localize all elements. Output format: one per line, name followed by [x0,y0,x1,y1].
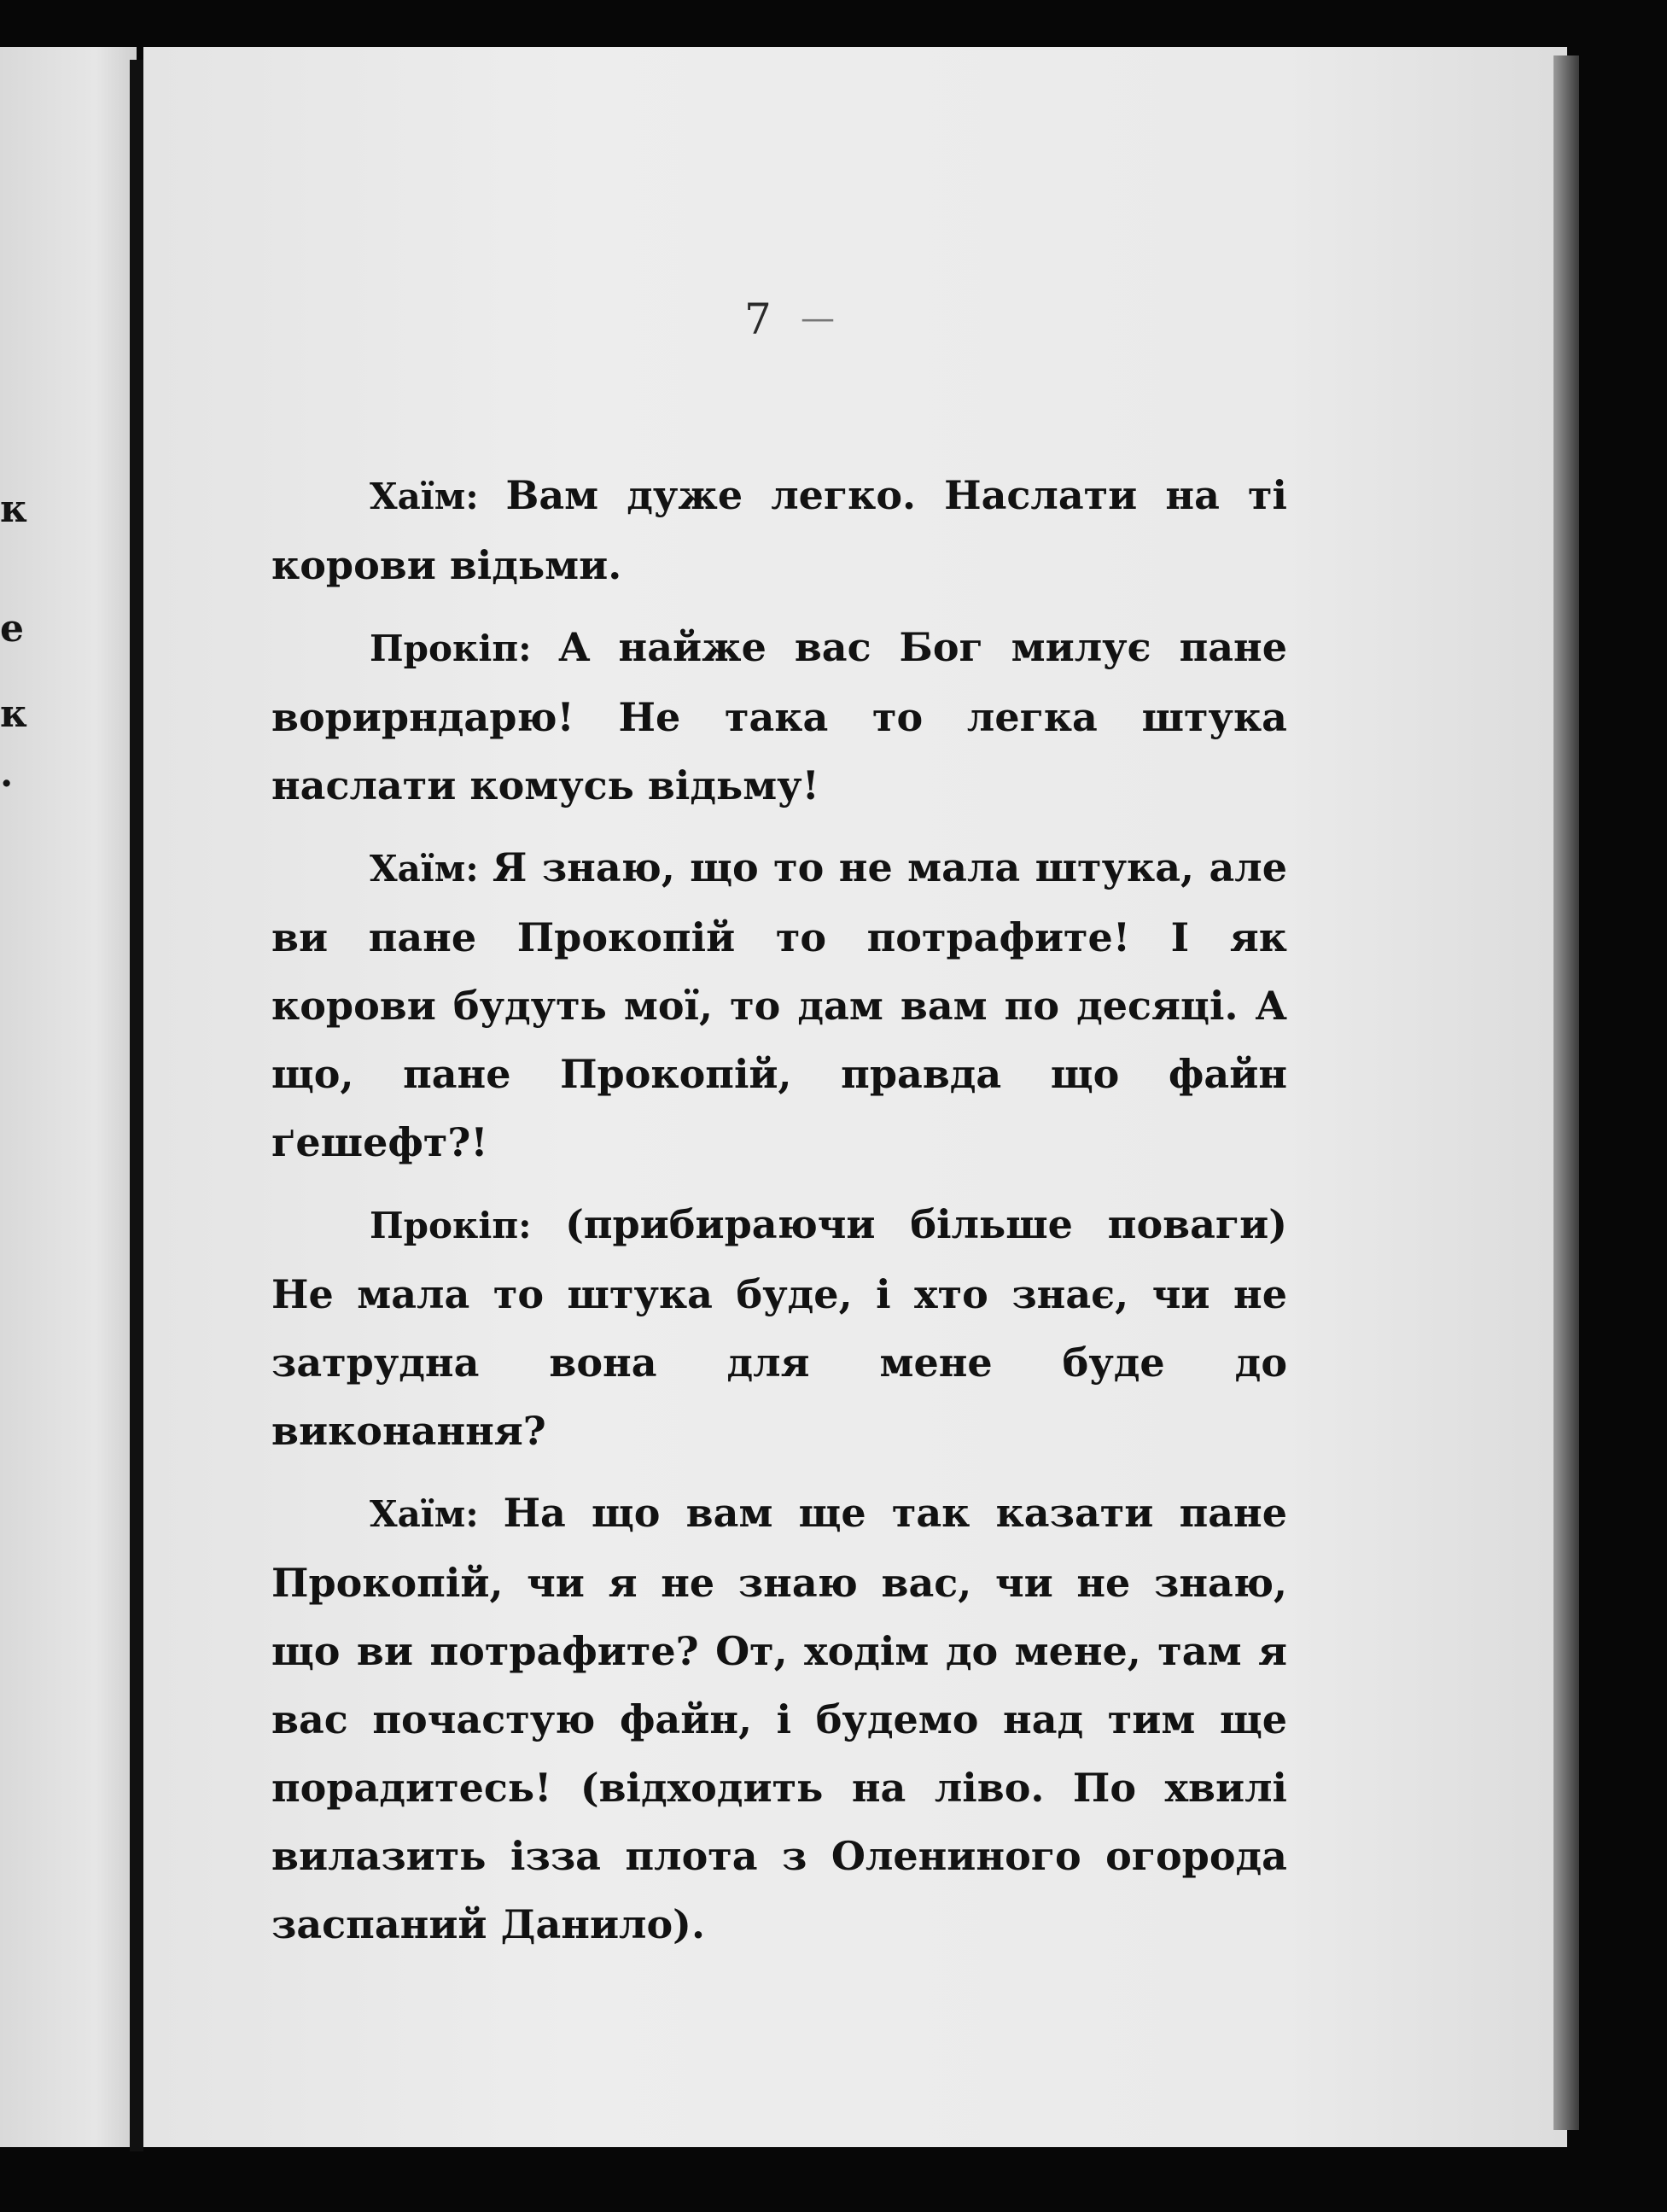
dialogue-paragraph [271,461,1287,599]
speaker-name: Прокіп: [370,627,532,669]
left-page-fragment: . [0,752,14,796]
dialogue-paragraph [271,1190,1287,1465]
speaker-name: Прокіп: [370,1205,532,1246]
speech-text: (прибираючи більше поваги) Не мала то штука буде, і хто знає, чи не затрудна вона для мене буде до виконання? [271,1201,1287,1454]
speaker-name: Хаїм: [370,1493,479,1535]
dialogue-paragraph [271,833,1287,1176]
speaker-name: Хаїм: [370,476,479,517]
speech-text: А найже вас Бог милує пане ворирндарю! Не така то легка штука наслати комусь відьму! [271,624,1287,808]
speaker-name: Хаїм: [370,848,479,890]
left-page-fragment: к [0,692,27,736]
dialogue-paragraph [271,613,1287,820]
page-number: 7 [744,295,772,344]
book-gutter [130,60,143,2151]
page-edge [1553,55,1579,2130]
left-page-fragment: е [0,607,24,651]
speech-text: Вам дуже легко. Наслати на ті корови відьми. [271,472,1288,588]
speech-text: Я знаю, що то не мала штука, але ви пане Прокопій то потрафите! І як корови будуть мої, то дам вам по десяці. А що, пане Прокопій, правда що файн ґешефт?! [271,844,1287,1165]
play-text [271,461,1287,1972]
left-page-fragment: к [0,487,27,531]
speech-text: На що вам ще так казати пане Прокопій, чи я не знаю вас, чи не знаю, що ви потрафите? От, ходім до мене, там я вас почастую файн, і будемо над тим ще порадитесь! (відходить на ліво. По хвилі вилазить ізза плота з Олениного огорода заспаний Данило). [271,1490,1287,1947]
dialogue-paragraph [271,1479,1287,1958]
left-facing-page [0,47,137,2147]
page-number-dash: — [801,299,835,338]
